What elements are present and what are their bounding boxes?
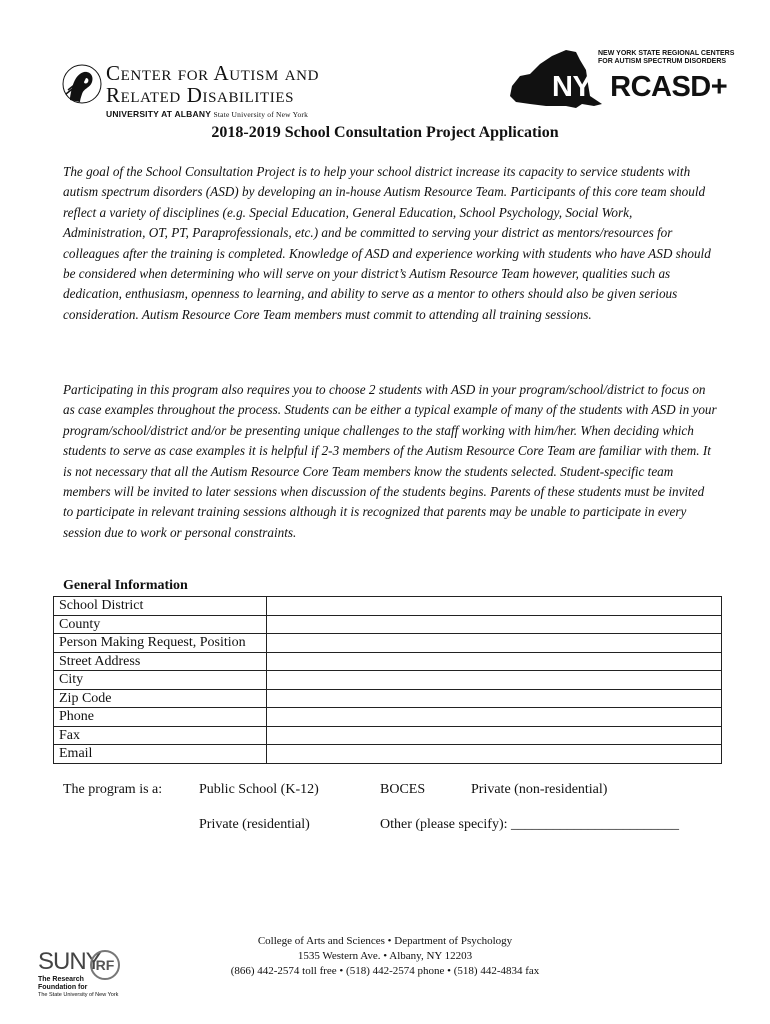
footer-line-2: 1535 Western Ave. • Albany, NY 12203 <box>297 950 473 962</box>
general-info-table <box>53 596 722 764</box>
row-label-street: Street Address <box>54 652 267 671</box>
table-row <box>54 689 722 708</box>
row-label-fax: Fax <box>54 726 267 745</box>
nysrcasd-logo <box>506 46 735 110</box>
footer-line-1: College of Arts and Sciences • Department of Psychology <box>257 935 513 947</box>
row-label-zip: Zip Code <box>54 689 267 708</box>
nysrcasd-wordmark <box>552 70 727 104</box>
option-public-school[interactable]: Public School (K-12) <box>199 782 319 797</box>
brand-rcasd: RCASD <box>610 71 711 103</box>
footer-line-3: (866) 442-2574 toll free • (518) 442-2574 phone • (518) 442-4834 fax <box>230 965 540 977</box>
table-row <box>54 745 722 764</box>
row-label-city: City <box>54 671 267 690</box>
caption-line-2: FOR AUTISM SPECTRUM DISORDERS <box>598 58 727 65</box>
table-row <box>54 671 722 690</box>
logo-line-2: Related Disabilities <box>106 83 295 107</box>
center-for-autism-logo <box>62 62 362 122</box>
row-label-email: Email <box>54 745 267 764</box>
street-address-field[interactable] <box>267 652 722 671</box>
intro-paragraph: The goal of the School Consultation Project is to help your school district increase its capacity to service students with autism spectrum disorders (ASD) by developing an in-house Autism Resource Team. Participants of this core team should reflect a variety of disciplines (e.g. Special Education, General Education, School Psychology, Social Work, Administration, OT, PT, Paraprofessionals, etc.) and be committed to serving your district as mentors/resources for colleagues after the training is completed. Knowledge of ASD and experience working with students who have ASD should be considered when determining who will serve on your district’s Autism Resource Team however, qualities such as dedication, enthusiasm, openness to learning, and ability to serve as a mentor to others should also be given serious consideration. Autism Resource Core Team members must commit to attending all training sessions. <box>63 164 711 322</box>
figure-emblem-icon <box>62 64 102 104</box>
option-boces[interactable]: BOCES <box>380 782 426 797</box>
school-district-field[interactable] <box>267 597 722 616</box>
table-row <box>54 634 722 653</box>
person-position-field[interactable] <box>267 634 722 653</box>
suny-line-1: The Research <box>38 976 84 983</box>
zip-code-field[interactable] <box>267 689 722 708</box>
logo-line-1: Center for Autism and <box>106 61 320 85</box>
suny-mark: SUNY <box>38 948 101 975</box>
email-field[interactable] <box>267 745 722 764</box>
rf-circle-icon: RF <box>90 950 120 980</box>
brand-ny: NYS <box>552 71 611 103</box>
general-info-heading: General Information <box>63 578 188 593</box>
suny-rf-logo <box>38 948 138 1004</box>
suny-line-2: Foundation for <box>38 984 88 991</box>
option-private-nonresidential[interactable]: Private (non-residential) <box>471 782 608 797</box>
row-label-school-district: School District <box>54 597 267 616</box>
brand-plus: + <box>710 71 728 103</box>
logo-university: UNIVERSITY AT ALBANY <box>106 109 211 119</box>
table-row <box>54 708 722 727</box>
row-label-person: Person Making Request, Position <box>54 634 267 653</box>
suny-line-3: The State University of New York <box>38 992 119 998</box>
table-row <box>54 652 722 671</box>
row-label-county: County <box>54 615 267 634</box>
county-field[interactable] <box>267 615 722 634</box>
option-other-specify[interactable]: Other (please specify): ________________________ <box>380 817 679 832</box>
phone-field[interactable] <box>267 708 722 727</box>
participation-paragraph: Participating in this program also requires you to choose 2 students with ASD in your program/school/district to focus on as case examples throughout the process. Students can be either a typical example of many of the students with ASD in your program/school/district and/or be presenting unique challenges to the staff working with him/her. When deciding which students to serve as case examples it is helpful if 2-3 members of the Autism Resource Core Team are familiar with them. It is not necessary that all the Autism Resource Core Team members know the students selected. Student-specific team members will be invited to later sessions when discussion of the students begins. Parents of these students must be invited to participate in relevant training sessions although it is recognized that parents may be unable to participate in every session due to work or personal constraints. <box>63 382 717 540</box>
table-row <box>54 615 722 634</box>
logo-suny-sub: State University of New York <box>213 110 309 119</box>
logo-line-3 <box>106 109 308 119</box>
row-label-phone: Phone <box>54 708 267 727</box>
fax-field[interactable] <box>267 726 722 745</box>
city-field[interactable] <box>267 671 722 690</box>
program-type-label: The program is a: <box>63 782 163 797</box>
nysrcasd-caption <box>598 50 734 66</box>
caption-line-1: NEW YORK STATE REGIONAL CENTERS <box>598 50 735 57</box>
table-row <box>54 597 722 616</box>
option-private-residential[interactable]: Private (residential) <box>199 817 310 832</box>
table-row <box>54 726 722 745</box>
document-title: 2018-2019 School Consultation Project Application <box>211 124 559 141</box>
